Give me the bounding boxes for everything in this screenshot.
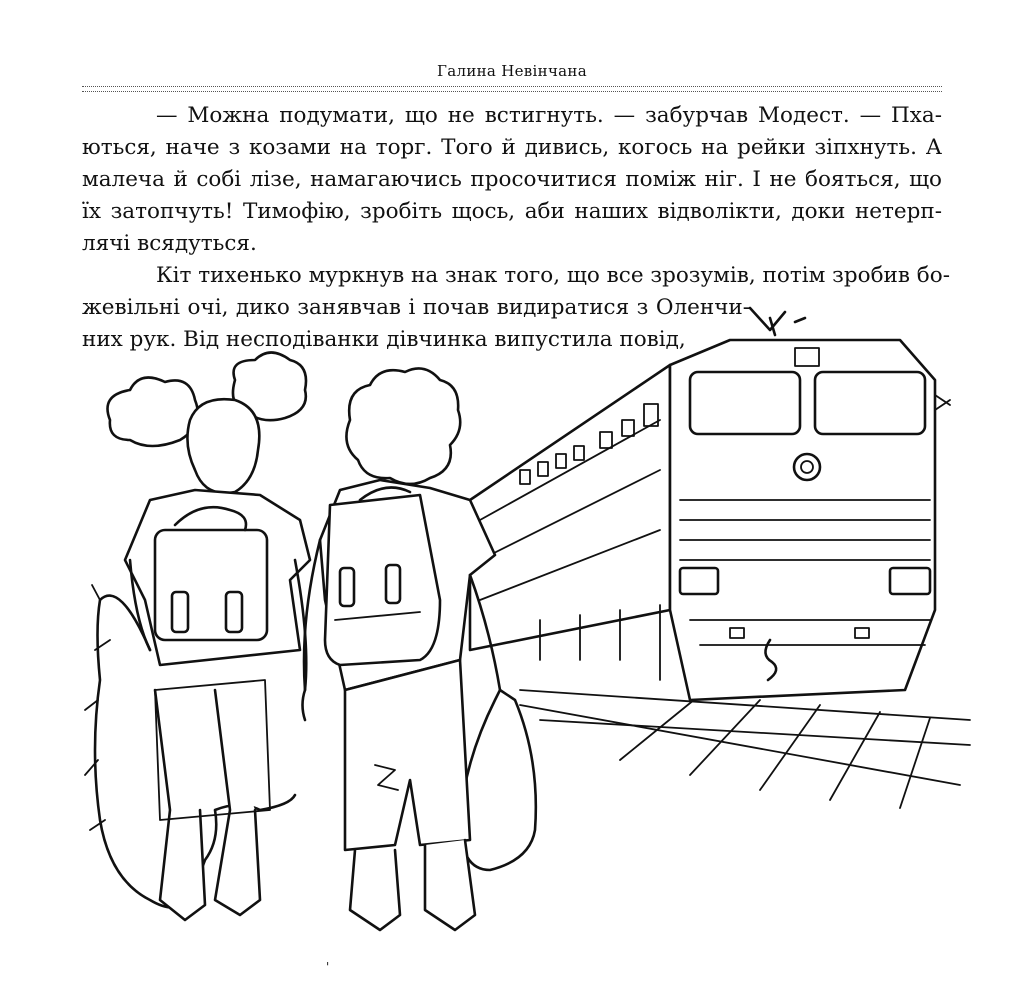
running-header: Галина Невінчана bbox=[437, 62, 587, 80]
text-line: малеча й собі лізе, намагаючись просочитися поміж ніг. І не бояться, що bbox=[82, 167, 942, 192]
text-line: лячі всядуться. bbox=[82, 231, 257, 256]
diesel-locomotive bbox=[470, 308, 950, 700]
text-line: їх затопчуть! Тимофію, зробіть щось, аби наших відволікти, доки нетерп- bbox=[82, 199, 942, 224]
stray-mark: ' bbox=[326, 960, 330, 974]
text-line: ються, наче з козами на торг. Того й дивись, когось на рейки зіпхнуть. А bbox=[82, 135, 942, 160]
text-line: них рук. Від несподіванки дівчинка випустила повід, bbox=[82, 327, 686, 352]
text-line: жевільні очі, дико занявчав і почав видиратися з Оленчи- bbox=[82, 295, 750, 320]
text-line: — Можна подумати, що не встигнуть. — забурчав Модест. — Пха- bbox=[156, 103, 942, 128]
text-line: Кіт тихенько муркнув на знак того, що все зрозумів, потім зробив бо- bbox=[156, 263, 950, 288]
railway-track bbox=[520, 690, 970, 808]
boy-with-backpack bbox=[304, 368, 536, 930]
